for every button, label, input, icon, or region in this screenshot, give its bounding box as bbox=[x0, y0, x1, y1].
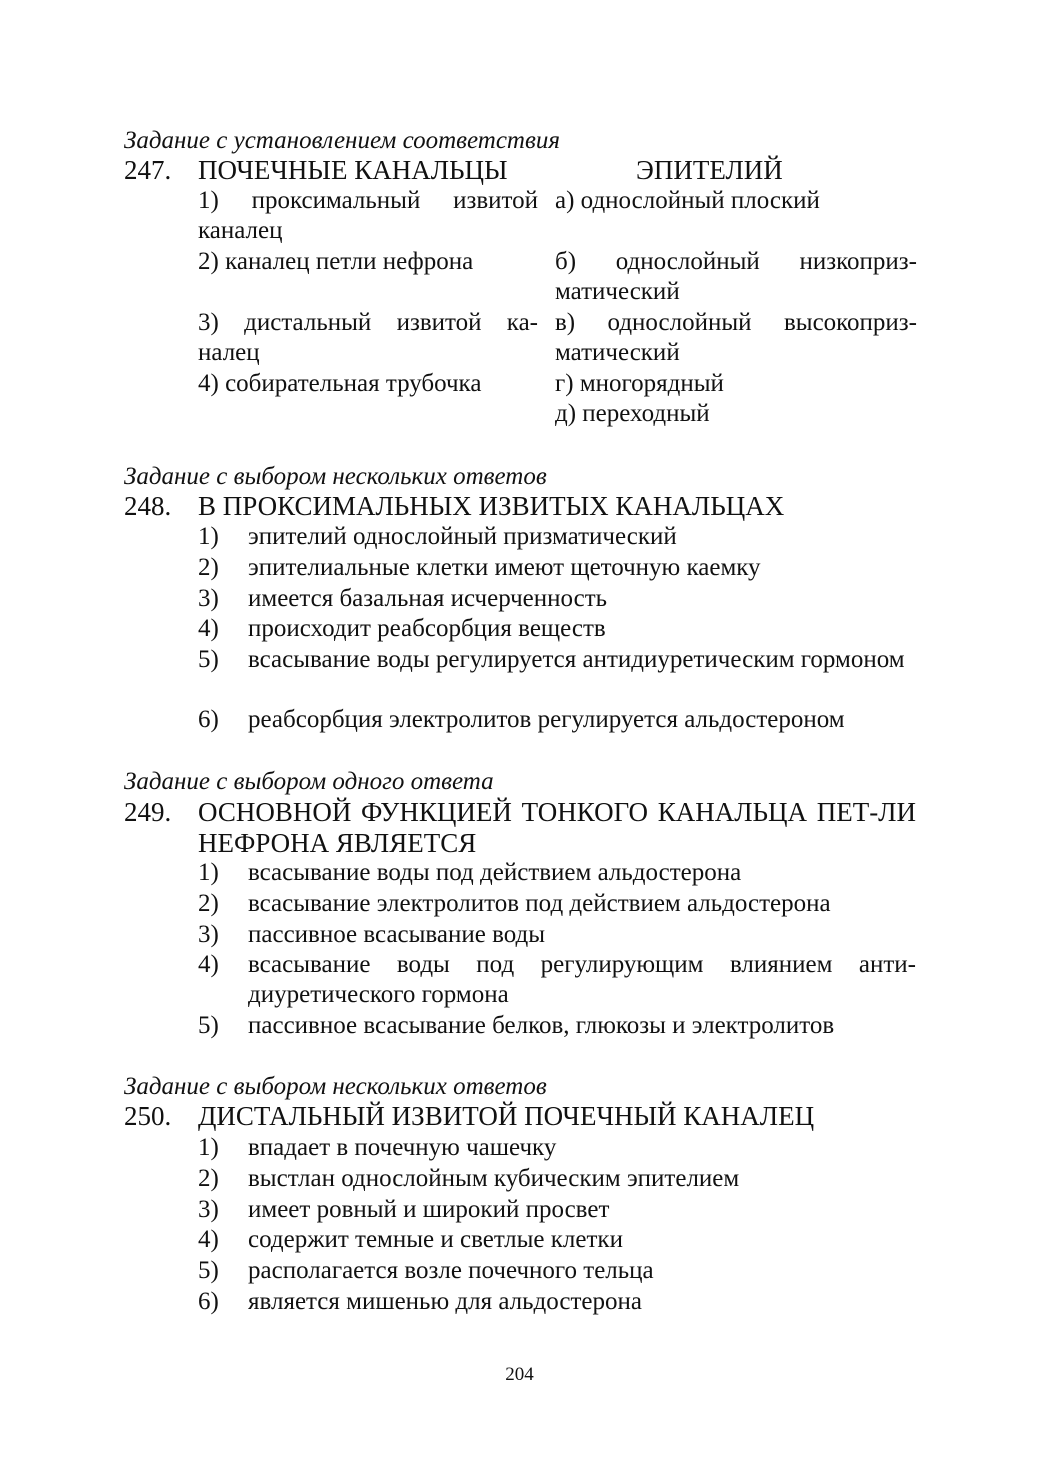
option-number: 2) bbox=[198, 890, 219, 917]
option-number: 3) bbox=[198, 921, 219, 948]
task-type-label: Задание с установлением соответствия bbox=[124, 127, 560, 154]
option-number: 1) bbox=[198, 523, 219, 550]
question-title: В ПРОКСИМАЛЬНЫХ ИЗВИТЫХ КАНАЛЬЦАХ bbox=[198, 491, 785, 521]
option-number: 5) bbox=[198, 646, 219, 673]
option-number: 3) bbox=[198, 1196, 219, 1223]
option-text: впадает в почечную чашечку bbox=[248, 1134, 557, 1161]
option-number: 1) bbox=[198, 859, 219, 886]
option-number: 1) bbox=[198, 1134, 219, 1161]
option-number: 3) bbox=[198, 585, 219, 612]
option-text: эпителий однослойный призматический bbox=[248, 523, 677, 550]
option-number: 5) bbox=[198, 1012, 219, 1039]
option-text: реабсорбция электролитов регулируется альдостероном bbox=[248, 706, 845, 733]
option-number: 4) bbox=[198, 951, 219, 978]
option-number: 2) bbox=[198, 554, 219, 581]
option-number: 5) bbox=[198, 1257, 219, 1284]
option-text: всасывание воды регулируется антидиуретическим гормоном bbox=[248, 646, 905, 673]
left-item: 3) дистальный извитой ка-налец bbox=[198, 309, 538, 366]
right-item: д) переходный bbox=[555, 400, 710, 427]
option-text: является мишенью для альдостерона bbox=[248, 1288, 642, 1315]
option-number: 4) bbox=[198, 615, 219, 642]
option-number: 6) bbox=[198, 1288, 219, 1315]
option-text: всасывание воды под регулирующим влиянием анти-диуретического гормона bbox=[248, 951, 916, 1008]
question-number: 248. bbox=[124, 491, 172, 521]
option-text: пассивное всасывание воды bbox=[248, 921, 546, 948]
option-number: 4) bbox=[198, 1226, 219, 1253]
left-item: 4) собирательная трубочка bbox=[198, 370, 482, 397]
option-text: выстлан однослойным кубическим эпителием bbox=[248, 1165, 740, 1192]
left-item: 1) проксимальный извитой каналец bbox=[198, 187, 538, 244]
task-type-label: Задание с выбором нескольких ответов bbox=[124, 463, 547, 490]
option-text: всасывание электролитов под действием альдостерона bbox=[248, 890, 831, 917]
task-type-label: Задание с выбором одного ответа bbox=[124, 768, 494, 795]
right-item: а) однослойный плоский bbox=[555, 187, 820, 214]
option-text: пассивное всасывание белков, глюкозы и электролитов bbox=[248, 1012, 835, 1039]
right-item: г) многорядный bbox=[555, 370, 724, 397]
question-number: 249. bbox=[124, 797, 172, 827]
question-number: 250. bbox=[124, 1101, 172, 1131]
option-text: всасывание воды под действием альдостерона bbox=[248, 859, 742, 886]
task-type-label: Задание с выбором нескольких ответов bbox=[124, 1073, 547, 1100]
option-number: 6) bbox=[198, 706, 219, 733]
column-header-right: ЭПИТЕЛИЙ bbox=[636, 155, 783, 185]
column-header-left: ПОЧЕЧНЫЕ КАНАЛЬЦЫ bbox=[198, 155, 508, 185]
question-number: 247. bbox=[124, 155, 172, 185]
right-item: б) однослойный низкоприз-матический bbox=[555, 248, 917, 305]
option-text: располагается возле почечного тельца bbox=[248, 1257, 654, 1284]
option-text: имеет ровный и широкий просвет bbox=[248, 1196, 610, 1223]
option-text: имеется базальная исчерченность bbox=[248, 585, 608, 612]
left-item: 2) каналец петли нефрона bbox=[198, 248, 474, 275]
option-text: эпителиальные клетки имеют щеточную каемку bbox=[248, 554, 761, 581]
option-text: содержит темные и светлые клетки bbox=[248, 1226, 623, 1253]
right-item: в) однослойный высокоприз-матический bbox=[555, 309, 917, 366]
question-title: ДИСТАЛЬНЫЙ ИЗВИТОЙ ПОЧЕЧНЫЙ КАНАЛЕЦ bbox=[198, 1101, 815, 1131]
option-text: происходит реабсорбция веществ bbox=[248, 615, 606, 642]
option-number: 2) bbox=[198, 1165, 219, 1192]
page-number: 204 bbox=[505, 1364, 534, 1385]
question-title: ОСНОВНОЙ ФУНКЦИЕЙ ТОНКОГО КАНАЛЬЦА ПЕТ-ЛИ НЕФРОНА ЯВЛЯЕТСЯ bbox=[198, 797, 916, 858]
